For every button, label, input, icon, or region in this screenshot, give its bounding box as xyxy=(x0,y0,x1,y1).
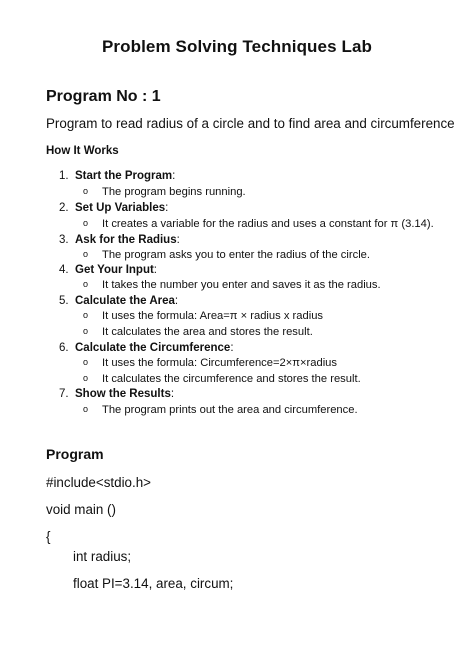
bullet-text: It creates a variable for the radius and uses a constant for π (3.14). xyxy=(102,218,434,230)
bullet-icon: o xyxy=(83,357,89,367)
bullet-icon: o xyxy=(83,404,89,414)
bullet-text: It calculates the area and stores the result. xyxy=(102,326,313,338)
bullet-icon: o xyxy=(83,310,89,320)
bullet-icon: o xyxy=(83,279,89,289)
step-number: 7. xyxy=(59,388,69,400)
step-bullet xyxy=(83,186,246,198)
bullet-text: It uses the formula: Circumference=2×π×radius xyxy=(102,357,337,369)
step-suffix: : xyxy=(153,264,157,276)
program-heading: Program xyxy=(46,446,104,462)
program-description: Program to read radius of a circle and to find area and circumference xyxy=(46,116,455,131)
step-number: 4. xyxy=(59,264,69,276)
step-suffix: : xyxy=(165,202,169,214)
bullet-text: The program begins running. xyxy=(102,186,246,198)
bullet-text: The program asks you to enter the radius of the circle. xyxy=(102,249,371,261)
step-number: 5. xyxy=(59,295,69,307)
step-title: Set Up Variables xyxy=(75,202,166,214)
step-number: 6. xyxy=(59,342,69,354)
step-suffix: : xyxy=(230,342,234,354)
step-suffix: : xyxy=(176,234,180,246)
step-bullet xyxy=(83,326,313,338)
step-title: Start the Program xyxy=(75,170,173,182)
how-it-works-heading: How It Works xyxy=(46,145,119,157)
step-suffix: : xyxy=(170,388,175,400)
code-line: { xyxy=(46,529,51,544)
step-number: 3. xyxy=(59,234,69,246)
step-bullet xyxy=(83,404,358,416)
code-line: #include<stdio.h> xyxy=(46,475,151,490)
bullet-icon: o xyxy=(83,218,89,228)
bullet-text: It calculates the circumference and stores the result. xyxy=(102,373,361,385)
bullet-text: It takes the number you enter and saves it as the radius. xyxy=(102,279,381,291)
code-line: int radius; xyxy=(73,549,132,564)
step-bullet xyxy=(83,218,434,230)
bullet-icon: o xyxy=(83,186,89,196)
program-number-heading: Program No : 1 xyxy=(46,88,161,105)
step-bullet xyxy=(83,249,370,261)
step-heading xyxy=(59,295,178,307)
bullet-icon: o xyxy=(83,373,89,383)
step-heading xyxy=(59,170,175,182)
step-title: Show the Results xyxy=(75,388,171,400)
bullet-text: It uses the formula: Area=π × radius x radius xyxy=(102,310,324,322)
step-bullet xyxy=(83,310,323,322)
step-suffix: : xyxy=(172,170,176,182)
step-heading xyxy=(59,202,168,214)
code-line: float PI=3.14, area, circum; xyxy=(73,576,234,591)
code-line: void main () xyxy=(46,502,116,517)
step-title: Calculate the Circumference xyxy=(75,342,231,354)
step-suffix: : xyxy=(174,295,179,307)
step-heading xyxy=(59,388,174,400)
step-bullet xyxy=(83,373,361,385)
step-number: 1. xyxy=(59,170,69,182)
step-title: Calculate the Area xyxy=(75,295,175,307)
document-title: Problem Solving Techniques Lab xyxy=(101,37,372,56)
bullet-text: The program prints out the area and circumference. xyxy=(102,404,358,416)
step-number: 2. xyxy=(59,202,69,214)
step-heading xyxy=(59,342,234,354)
bullet-icon: o xyxy=(83,249,89,259)
step-heading xyxy=(59,234,180,246)
step-bullet xyxy=(83,279,381,291)
bullet-icon: o xyxy=(83,326,89,336)
step-title: Ask for the Radius xyxy=(75,234,177,246)
step-title: Get Your Input xyxy=(75,264,154,276)
step-heading xyxy=(59,264,157,276)
step-bullet xyxy=(83,357,337,369)
